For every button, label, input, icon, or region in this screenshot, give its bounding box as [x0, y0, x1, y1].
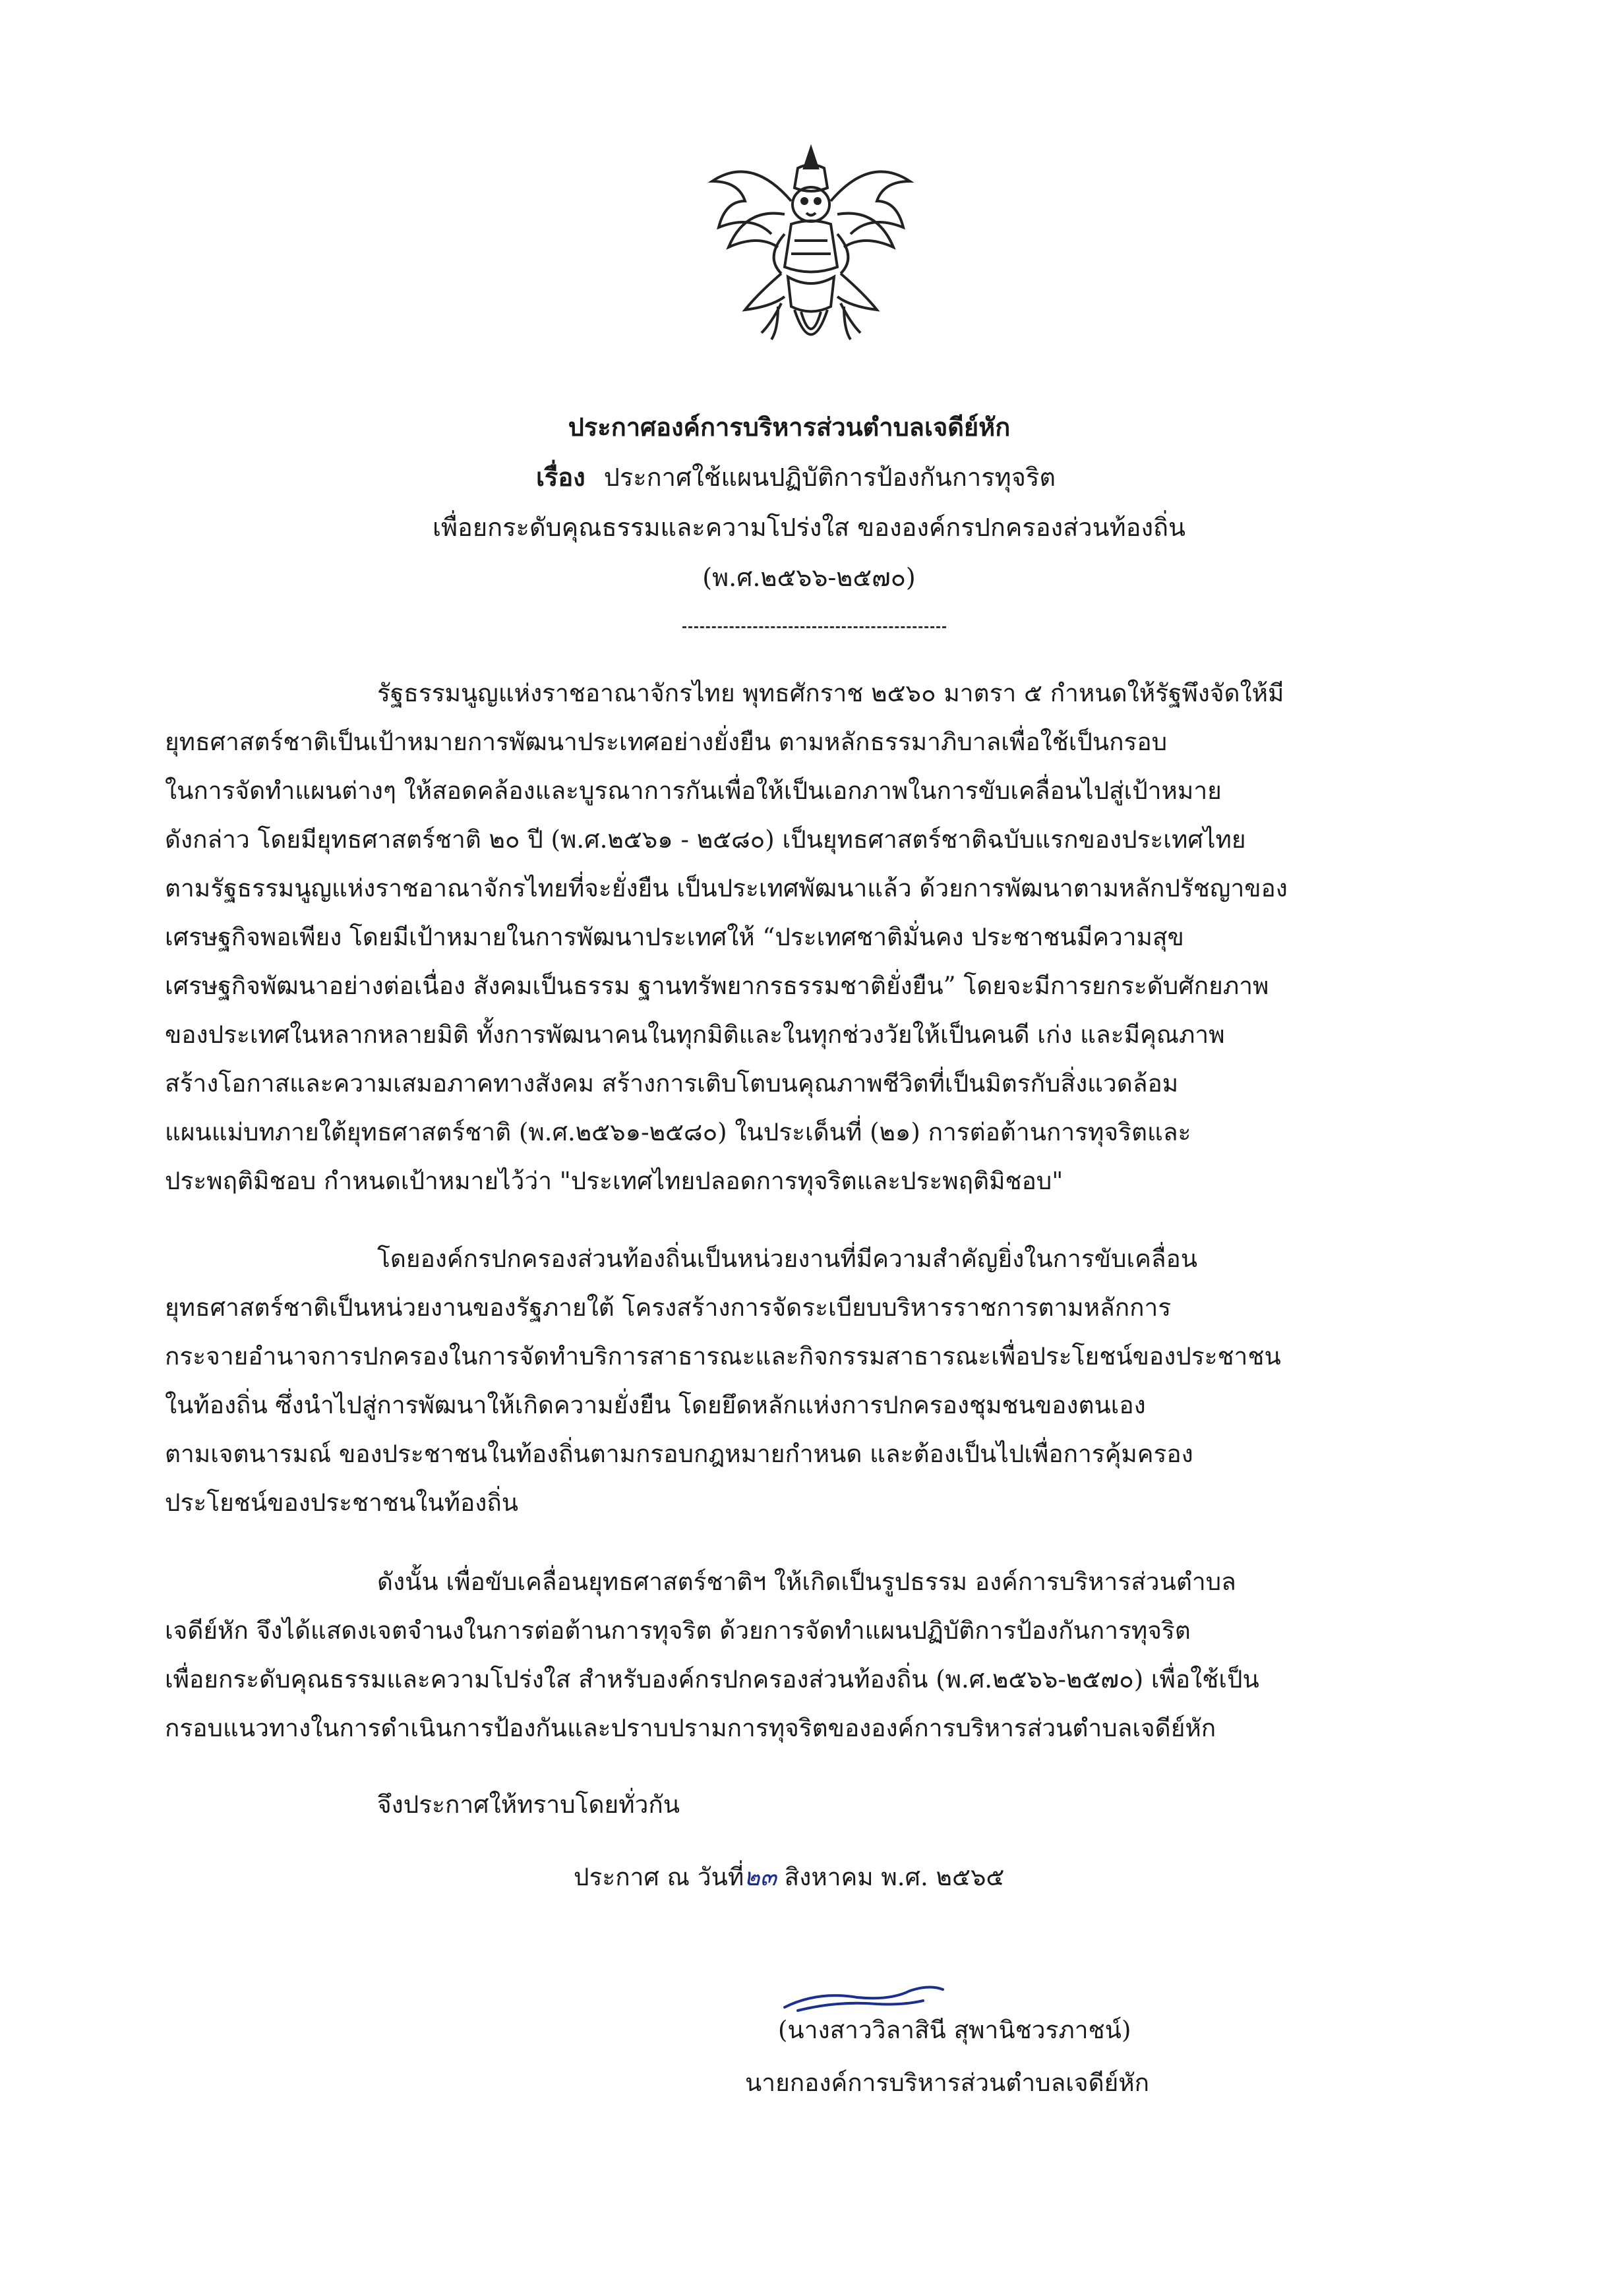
p2-line: ในท้องถิ่น ซึ่งนำไปสู่การพัฒนาให้เกิดความยั่งยืน โดยยึดหลักแห่งการปกครองชุมชนของตนเอง — [165, 1391, 1146, 1419]
p3-line: ดังนั้น เพื่อขับเคลื่อนยุทธศาสตร์ชาติฯ ให้เกิดเป็นรูปธรรม องค์การบริหารส่วนตำบล — [377, 1568, 1236, 1596]
p1-line: ยุทธศาสตร์ชาติเป็นเป้าหมายการพัฒนาประเทศอย่างยั่งยืน ตามหลักธรรมาภิบาลเพื่อใช้เป็นกรอบ — [165, 728, 1168, 756]
p1-line: ของประเทศในหลากหลายมิติ ทั้งการพัฒนาคนในทุกมิติและในทุกช่วงวัยให้เป็นคนดี เก่ง และมีคุณภาพ — [165, 1020, 1225, 1049]
header-divider — [682, 626, 946, 628]
p2-line: กระจายอำนาจการปกครองในการจัดทำบริการสาธารณะและกิจกรรมสาธารณะเพื่อประโยชน์ของประชาชน — [165, 1342, 1281, 1370]
p1-line: ในการจัดทำแผนต่างๆ ให้สอดคล้องและบูรณาการกันเพื่อให้เป็นเอกภาพในการขับเคลื่อนไปสู่เป้าหมาย — [165, 777, 1222, 805]
announce-date — [574, 1858, 1004, 1897]
org-title: ประกาศองค์การบริหารส่วนตำบลเจดีย์หัก — [568, 412, 1011, 442]
p1-line: สร้างโอกาสและความเสมอภาคทางสังคม สร้างการเติบโตบนคุณภาพชีวิตที่เป็นมิตรกับสิ่งแวดล้อม — [165, 1069, 1179, 1098]
p1-line: รัฐธรรมนูญแห่งราชอาณาจักรไทย พุทธศักราช ๒๕๖๐ มาตรา ๕ กำหนดให้รัฐพึงจัดให้มี — [377, 679, 1284, 707]
p1-line: ประพฤติมิชอบ กำหนดเป้าหมายไว้ว่า "ประเทศไทยปลอดการทุจริตและประพฤติมิชอบ" — [165, 1167, 1064, 1195]
p3-line: กรอบแนวทางในการดำเนินการป้องกันและปราบปรามการทุจริตขององค์การบริหารส่วนตำบลเจดีย์หัก — [165, 1714, 1216, 1742]
p3-line: เจดีย์หัก จึงได้แสดงเจตจำนงในการต่อต้านการทุจริต ด้วยการจัดทำแผนปฏิบัติการป้องกันการทุจริต — [165, 1616, 1191, 1645]
p1-line: ตามรัฐธรรมนูญแห่งราชอาณาจักรไทยที่จะยั่งยืน เป็นประเทศพัฒนาแล้ว ด้วยการพัฒนาตามหลักปรัชญาของ — [165, 874, 1288, 902]
p2-line: ยุทธศาสตร์ชาติเป็นหน่วยงานของรัฐภายใต้ โครงสร้างการจัดระเบียบบริหารราชการตามหลักการ — [165, 1293, 1172, 1322]
p2-line: โดยองค์กรปกครองส่วนท้องถิ่นเป็นหน่วยงานที่มีความสำคัญยิ่งในการขับเคลื่อน — [377, 1245, 1198, 1273]
garuda-emblem — [699, 142, 923, 363]
p2-line: ประโยชน์ของประชาชนในท้องถิ่น — [165, 1488, 519, 1517]
subject-line — [0, 457, 1605, 497]
p1-line: เศรษฐกิจพัฒนาอย่างต่อเนื่อง สังคมเป็นธรรม ฐานทรัพยากรธรรมชาติยั่งยืน” โดยจะมีการยกระดับศักยภาพ — [165, 972, 1269, 1000]
subject-label: เรื่อง — [535, 462, 585, 492]
date-prefix: ประกาศ ณ วันที่ — [574, 1863, 744, 1891]
date-suffix: สิงหาคม พ.ศ. ๒๕๖๕ — [784, 1863, 1005, 1891]
signatory-position: นายกองค์การบริหารส่วนตำบลเจดีย์หัก — [745, 2069, 1150, 2097]
announce-line: จึงประกาศให้ทราบโดยทั่วกัน — [377, 1790, 680, 1819]
p2-line: ตามเจตนารมณ์ ของประชาชนในท้องถิ่นตามกรอบกฎหมายกำหนด และต้องเป็นไปเพื่อการคุ้มครอง — [165, 1440, 1193, 1468]
date-day: ๒๓ — [744, 1863, 777, 1891]
p1-line: เศรษฐกิจพอเพียง โดยมีเป้าหมายในการพัฒนาประเทศให้ “ประเทศชาติมั่นคง ประชาชนมีความสุข — [165, 923, 1184, 951]
p1-line: ดังกล่าว โดยมียุทธศาสตร์ชาติ ๒๐ ปี (พ.ศ.๒๕๖๑ - ๒๕๘๐) เป็นยุทธศาสตร์ชาติฉบับแรกของประเทศไทย — [165, 825, 1246, 854]
subject-line-2: เพื่อยกระดับคุณธรรมและความโปร่งใส ขององค์กรปกครองส่วนท้องถิ่น — [433, 513, 1185, 542]
p1-line: แผนแม่บทภายใต้ยุทธศาสตร์ชาติ (พ.ศ.๒๕๖๑-๒๕๘๐) ในประเด็นที่ (๒๑) การต่อต้านการทุจริตและ — [165, 1118, 1191, 1146]
p3-line: เพื่อยกระดับคุณธรรมและความโปร่งใส สำหรับองค์กรปกครองส่วนท้องถิ่น (พ.ศ.๒๕๖๖-๒๕๗๐) เพื่อใช้เป็น — [165, 1665, 1259, 1693]
period: (พ.ศ.๒๕๖๖-๒๕๗๐) — [702, 563, 916, 592]
signatory-name: (นางสาววิลาสินี สุพานิชวรภาชน์) — [778, 2016, 1131, 2044]
subject-text: ประกาศใช้แผนปฏิบัติการป้องกันการทุจริต — [603, 463, 1056, 492]
